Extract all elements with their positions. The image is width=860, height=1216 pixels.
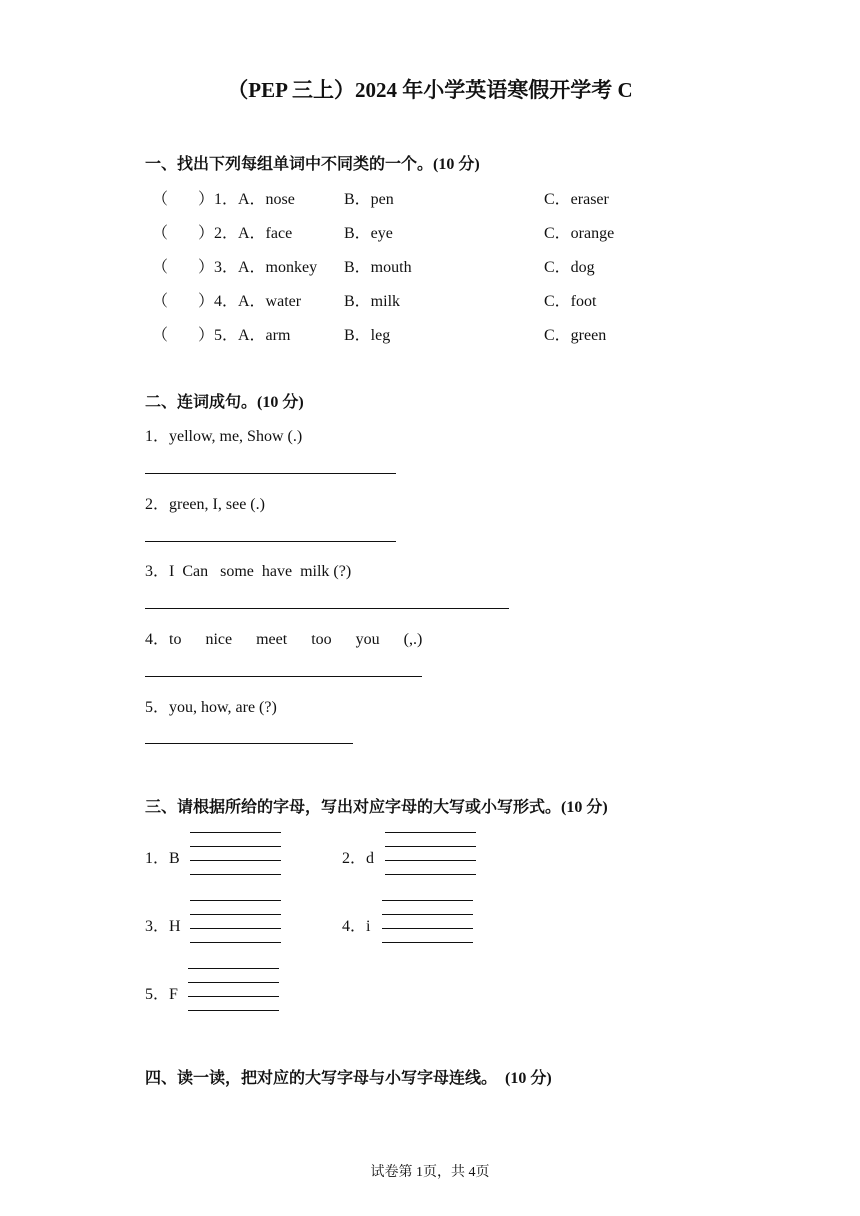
option-c: C．foot bbox=[544, 293, 597, 310]
writing-line[interactable] bbox=[188, 996, 279, 997]
answer-line[interactable] bbox=[145, 676, 422, 677]
writing-line[interactable] bbox=[385, 874, 476, 875]
section-3-heading: 三、请根据所给的字母，写出对应字母的大写或小写形式。(10 分) bbox=[145, 799, 608, 816]
sentence-prompt: 3．I Can some have milk (?) bbox=[145, 563, 352, 580]
writing-line[interactable] bbox=[190, 900, 281, 901]
writing-line[interactable] bbox=[382, 914, 473, 915]
section-1-heading: 一、找出下列每组单词中不同类的一个。(10 分) bbox=[145, 156, 480, 173]
letter-prompt: 4．i bbox=[342, 918, 371, 935]
page-footer: 试卷第 1页，共 4页 bbox=[370, 1165, 490, 1180]
option-c: C．orange bbox=[544, 225, 615, 242]
option-b: B．mouth bbox=[344, 259, 412, 276]
writing-line[interactable] bbox=[188, 1010, 279, 1011]
open-paren: （ bbox=[152, 293, 169, 310]
writing-line[interactable] bbox=[385, 832, 476, 833]
question-number-option-a: ）3．A．monkey bbox=[198, 259, 318, 276]
writing-line[interactable] bbox=[190, 914, 281, 915]
writing-line[interactable] bbox=[190, 942, 281, 943]
sentence-prompt: 5．you, how, are (?) bbox=[145, 699, 277, 716]
writing-line[interactable] bbox=[385, 846, 476, 847]
writing-line[interactable] bbox=[382, 942, 473, 943]
open-paren: （ bbox=[152, 191, 169, 208]
option-b: B．leg bbox=[344, 327, 391, 344]
open-paren: （ bbox=[152, 225, 169, 242]
letter-prompt: 1．B bbox=[145, 850, 180, 867]
letter-prompt: 2．d bbox=[342, 850, 375, 867]
question-number-option-a: ）4．A．water bbox=[198, 293, 302, 310]
writing-line[interactable] bbox=[188, 982, 279, 983]
question-number-option-a: ）2．A．face bbox=[198, 225, 293, 242]
open-paren: （ bbox=[152, 259, 169, 276]
sentence-prompt: 2．green, I, see (.) bbox=[145, 496, 265, 513]
question-number-option-a: ）1．A．nose bbox=[198, 191, 295, 208]
letter-prompt: 5．F bbox=[145, 986, 178, 1003]
writing-line[interactable] bbox=[190, 928, 281, 929]
writing-line[interactable] bbox=[385, 860, 476, 861]
writing-line[interactable] bbox=[190, 860, 281, 861]
writing-line[interactable] bbox=[190, 832, 281, 833]
answer-line[interactable] bbox=[145, 473, 396, 474]
answer-line[interactable] bbox=[145, 743, 353, 744]
writing-line[interactable] bbox=[188, 968, 279, 969]
answer-line[interactable] bbox=[145, 541, 396, 542]
sentence-prompt: 1．yellow, me, Show (.) bbox=[145, 428, 303, 445]
writing-line[interactable] bbox=[190, 846, 281, 847]
option-b: B．pen bbox=[344, 191, 394, 208]
writing-line[interactable] bbox=[190, 874, 281, 875]
option-c: C．dog bbox=[544, 259, 595, 276]
option-b: B．milk bbox=[344, 293, 401, 310]
option-c: C．green bbox=[544, 327, 607, 344]
writing-line[interactable] bbox=[382, 900, 473, 901]
sentence-prompt: 4．to nice meet too you (,.) bbox=[145, 631, 423, 648]
writing-line[interactable] bbox=[382, 928, 473, 929]
letter-prompt: 3．H bbox=[145, 918, 181, 935]
answer-line[interactable] bbox=[145, 608, 509, 609]
section-2-heading: 二、连词成句。(10 分) bbox=[145, 394, 304, 411]
section-4-heading: 四、读一读，把对应的大写字母与小写字母连线。 (10 分) bbox=[145, 1070, 552, 1087]
option-c: C．eraser bbox=[544, 191, 609, 208]
question-number-option-a: ）5．A．arm bbox=[198, 327, 291, 344]
open-paren: （ bbox=[152, 327, 169, 344]
page-title: （PEP 三上）2024 年小学英语寒假开学考 C bbox=[227, 78, 633, 102]
option-b: B．eye bbox=[344, 225, 393, 242]
